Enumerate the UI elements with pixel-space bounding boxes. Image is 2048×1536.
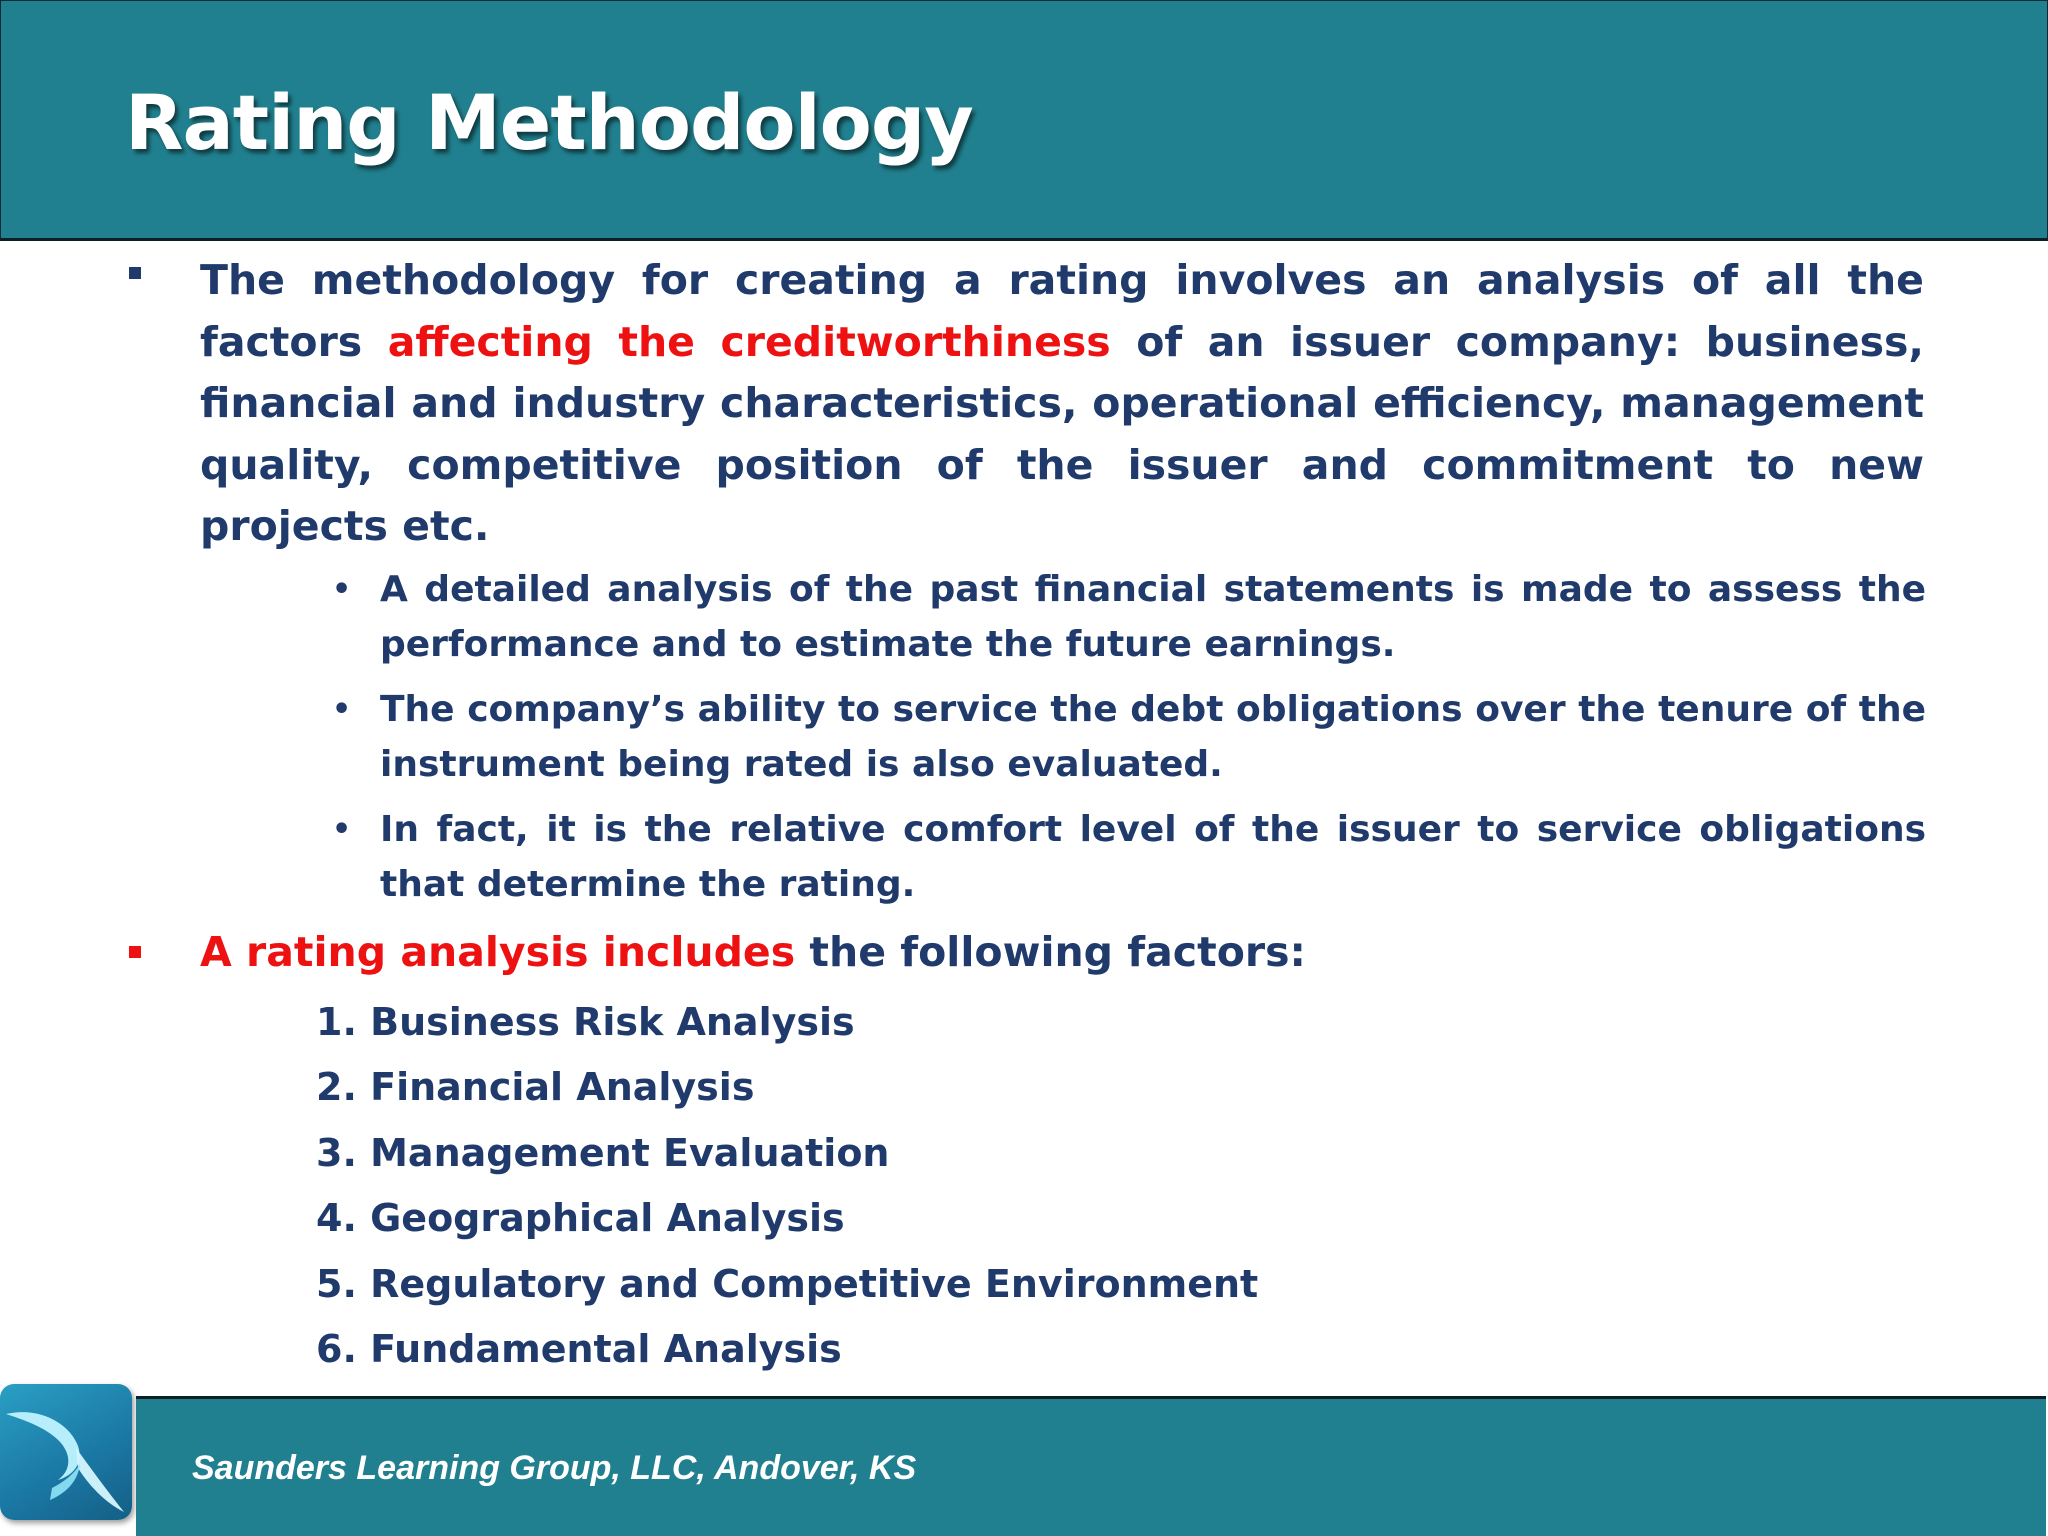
sub-bullet-text: The company’s ability to service the debt obligations over the tenure of the instrument being rated is also evaluated. <box>380 688 1926 785</box>
round-bullet-icon: • <box>332 571 352 607</box>
sub-bullet-item <box>332 802 1926 912</box>
rating-analysis-heading <box>200 922 1924 982</box>
sub-bullet-text: A detailed analysis of the past financial statements is made to assess the performance and to estimate the future earnings. <box>380 568 1926 665</box>
round-bullet-icon: • <box>332 811 352 847</box>
sub-bullet-item <box>332 682 1926 792</box>
methodology-paragraph <box>200 250 1924 558</box>
square-bullet-icon <box>129 267 141 279</box>
bullet-methodology <box>124 250 1924 558</box>
rating-analysis-highlight: A rating analysis includes <box>200 927 796 976</box>
bullet-rating-analysis <box>124 922 1924 982</box>
factor-item: 5. Regulatory and Competitive Environment <box>316 1261 1259 1306</box>
logo-graphic <box>0 1384 132 1520</box>
title-bar <box>0 0 2048 241</box>
analysis-sub-bullets <box>124 562 1924 912</box>
sub-bullet-text: In fact, it is the relative comfort level of the issuer to service obligations that determine the rating. <box>380 808 1926 905</box>
creditworthiness-highlight: affecting the creditworthiness <box>387 317 1111 366</box>
methodology-text-start: The methodology for creating a rating involves an analysis of all the factors <box>200 256 1924 366</box>
round-bullet-icon: • <box>332 691 352 727</box>
factor-item: 3. Management Evaluation <box>316 1130 890 1175</box>
slide-body <box>124 250 1924 1383</box>
methodology-text-end: of an issuer company: business, financial and industry characteristics, operational efficiency, management quality, competitive position of the issuer and commitment to new projects etc. <box>200 317 1924 550</box>
factor-list <box>124 990 1924 1383</box>
factor-item: 1. Business Risk Analysis <box>316 999 855 1044</box>
factor-item: 2. Financial Analysis <box>316 1065 755 1109</box>
footer-credit: Saunders Learning Group, LLC, Andover, KS <box>192 1449 917 1487</box>
factor-item: 4. Geographical Analysis <box>316 1196 845 1240</box>
square-bullet-icon <box>129 946 141 958</box>
factor-item: 6. Fundamental Analysis <box>316 1327 842 1371</box>
swoosh-logo-icon <box>0 1384 132 1520</box>
sub-bullet-item <box>332 562 1926 672</box>
slide-title: Rating Methodology <box>125 78 973 167</box>
rating-analysis-text: the following factors: <box>795 927 1306 976</box>
footer-bar <box>136 1396 2046 1536</box>
